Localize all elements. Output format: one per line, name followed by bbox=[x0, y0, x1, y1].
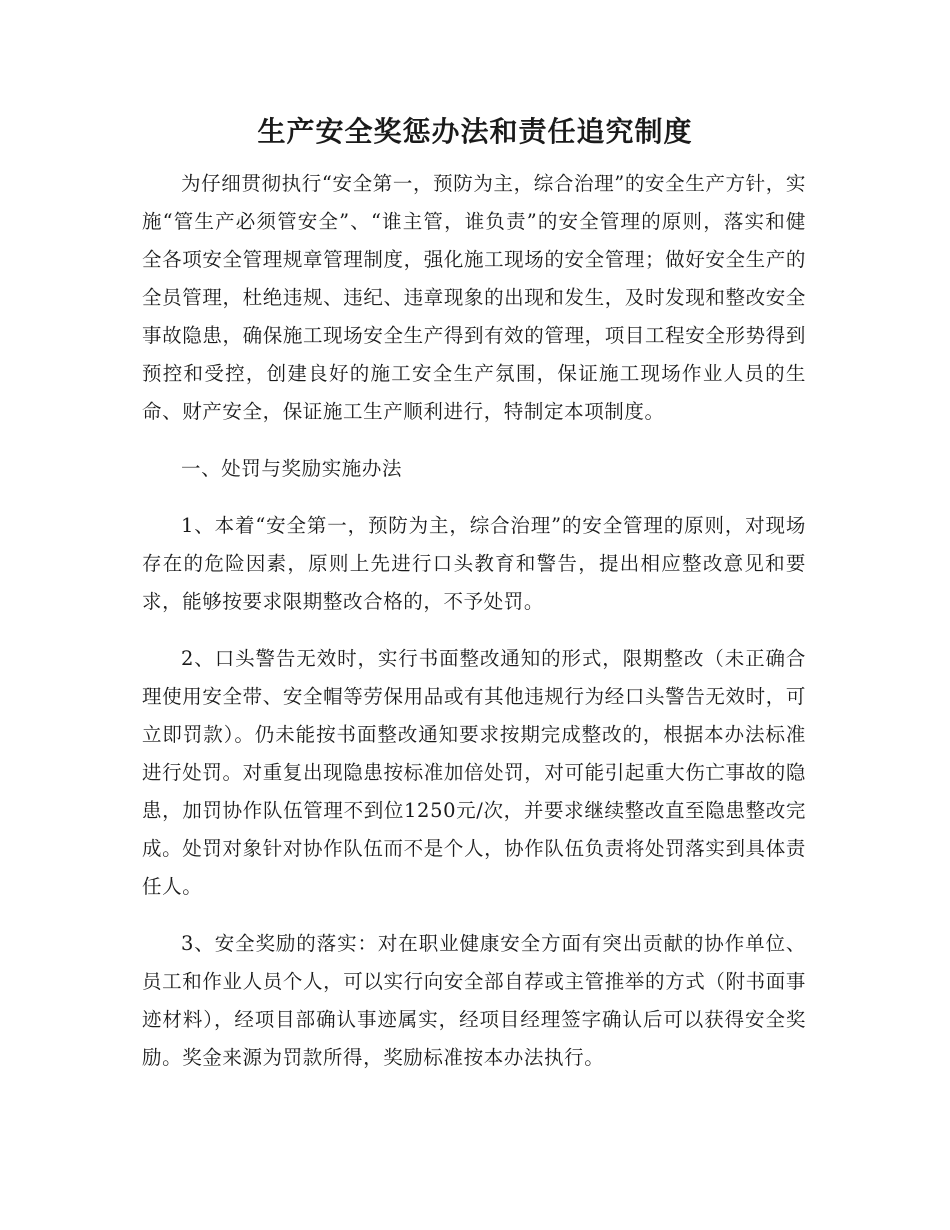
section-heading: 一、处罚与奖励实施办法 bbox=[181, 457, 403, 480]
clause-2-paragraph: 2、口头警告无效时，实行书面整改通知的形式，限期整改（未正确合理使用安全带、安全帽等劳保用品或有其他违规行为经口头警告无效时，可立即罚款）。仍未能按书面整改通知要求按期完成整改的，根据本办法标准进行处罚。对重复出现隐患按标准加倍处罚，对可能引起重大伤亡事故的隐患，加罚协作队伍管理不到位1250元/次，并要求继续整改直至隐患整改完成。处罚对象针对协作队伍而不是个人，协作队伍负责将处罚落实到具体责任人。 bbox=[142, 647, 806, 898]
document-body bbox=[142, 165, 806, 1096]
clause-1-paragraph: 1、本着“安全第一，预防为主，综合治理”的安全管理的原则，对现场存在的危险因素，原则上先进行口头教育和警告，提出相应整改意见和要求，能够按要求限期整改合格的，不予处罚。 bbox=[142, 514, 806, 613]
document-title: 生产安全奖惩办法和责任追究制度 bbox=[257, 115, 693, 148]
intro-paragraph: 为仔细贯彻执行“安全第一，预防为主，综合治理”的安全生产方针，实施“管生产必须管安全”、“谁主管，谁负责”的安全管理的原则，落实和健全各项安全管理规章管理制度，强化施工现场的安全管理；做好安全生产的全员管理，杜绝违规、违纪、违章现象的出现和发生，及时发现和整改安全事故隐患，确保施工现场安全生产得到有效的管理，项目工程安全形势得到预控和受控，创建良好的施工安全生产氛围，保证施工现场作业人员的生命、财产安全，保证施工生产顺利进行，特制定本项制度。 bbox=[142, 172, 806, 423]
clause-3-paragraph: 3、安全奖励的落实：对在职业健康安全方面有突出贡献的协作单位、员工和作业人员个人，可以实行向安全部自荐或主管推举的方式（附书面事迹材料），经项目部确认事迹属实，经项目经理签字确认后可以获得安全奖励。奖金来源为罚款所得，奖励标准按本办法执行。 bbox=[142, 932, 806, 1069]
